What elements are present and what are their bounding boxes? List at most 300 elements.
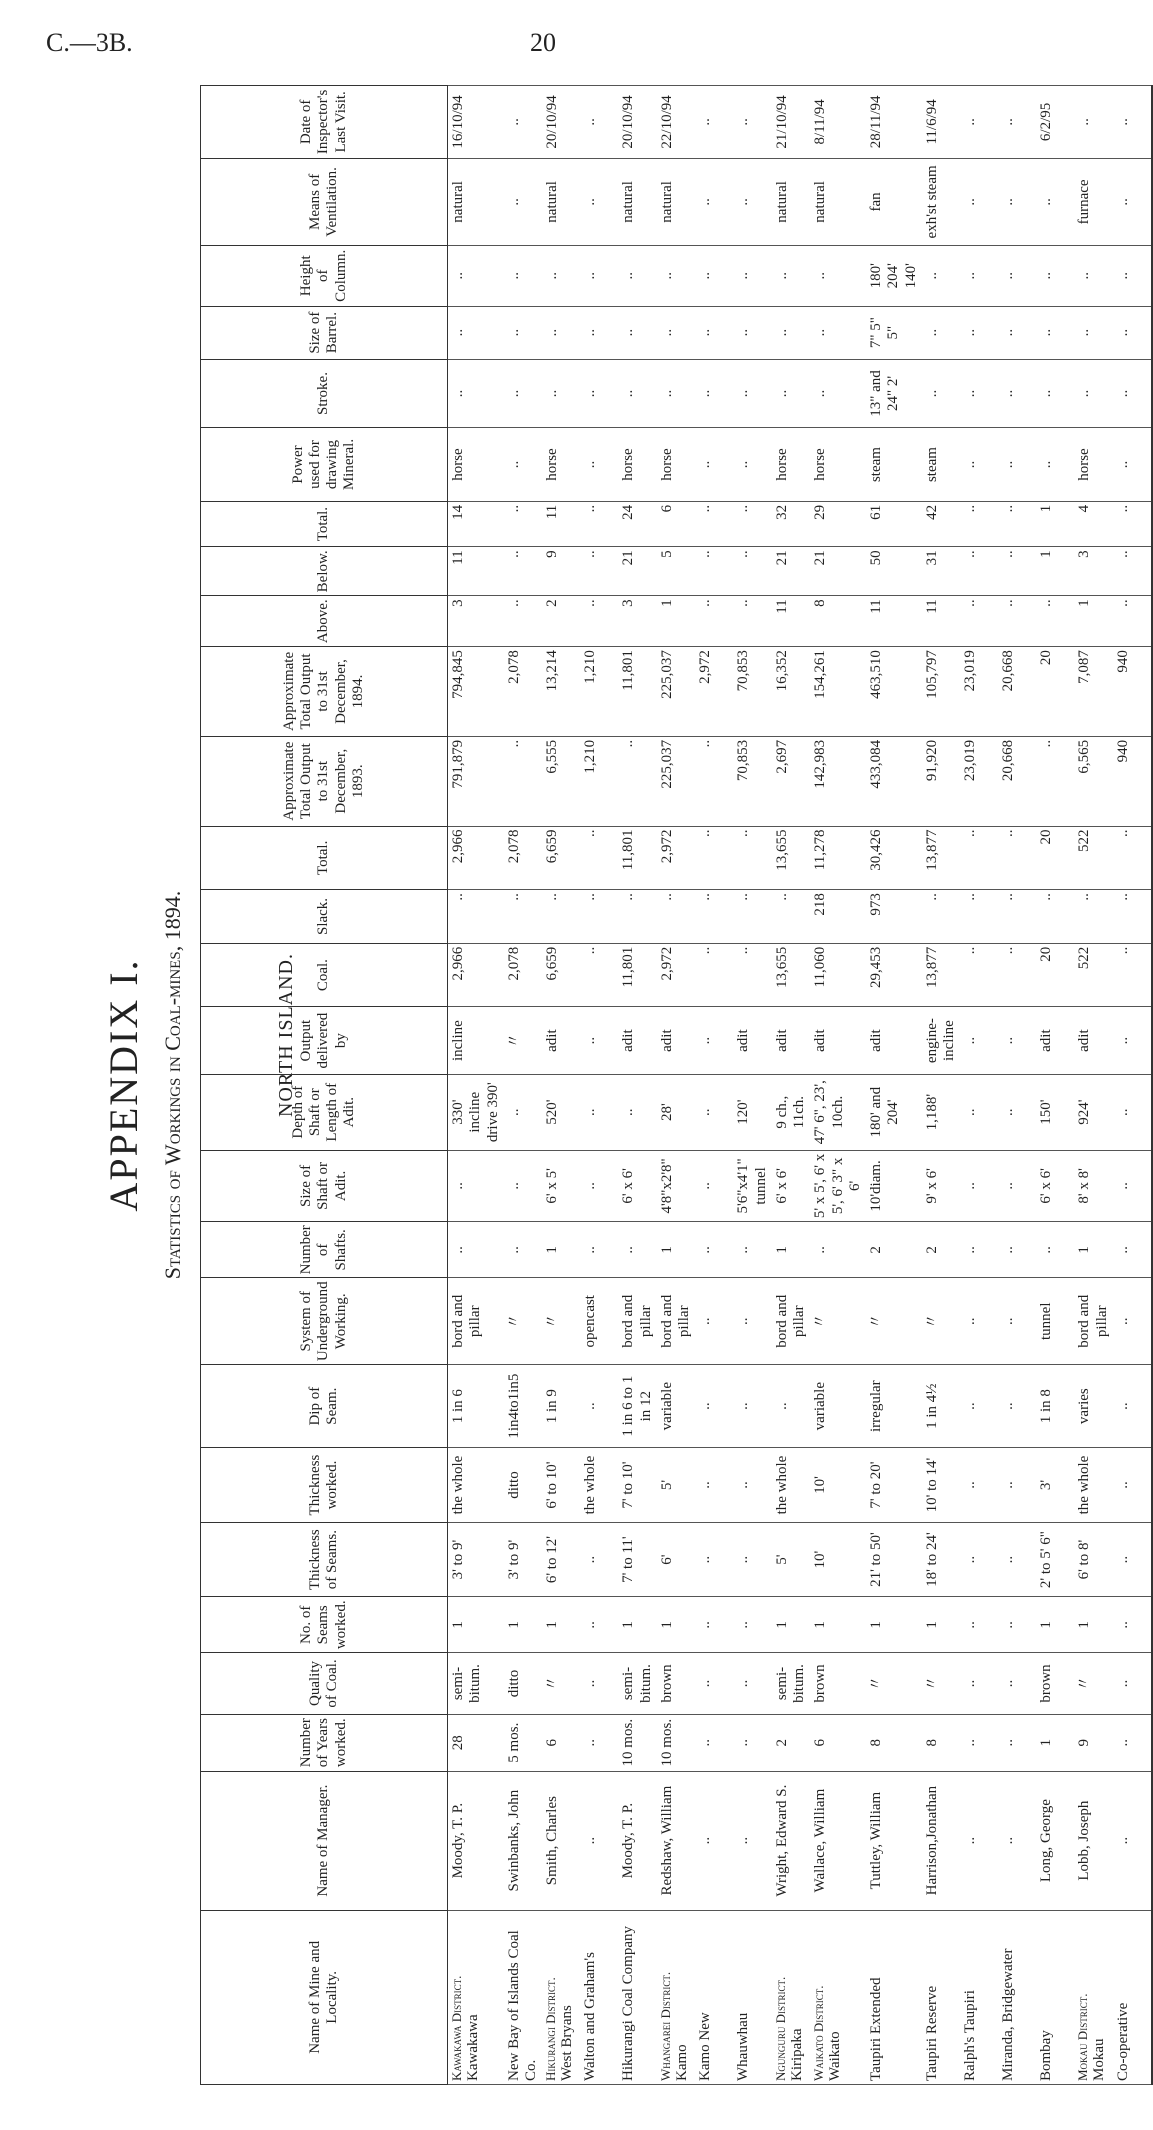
table-cell: 13,655 — [772, 943, 811, 1007]
table-cell: .. — [695, 428, 733, 502]
mine-name: Walton and Graham's — [582, 1952, 599, 2081]
table-cell: 1,210 — [580, 736, 618, 826]
table-cell: .. — [580, 1771, 618, 1910]
column-header: Approximate Total Output to 31st December, 1894. — [201, 647, 448, 737]
table-cell: semi-bitum. — [448, 1653, 504, 1715]
table-cell: 6' x 6' — [772, 1150, 811, 1222]
table-cell: adit — [657, 1007, 696, 1074]
table-cell: .. — [695, 826, 733, 890]
table-cell: 28/11/94 — [866, 86, 922, 159]
table-cell: 2,972 — [657, 943, 696, 1007]
table-cell: .. — [772, 246, 811, 307]
mine-name-cell — [580, 1910, 618, 2084]
table-cell: .. — [998, 306, 1036, 359]
column-header: No. of Seams worked. — [201, 1597, 448, 1653]
table-cell: incline — [448, 1007, 504, 1074]
table-cell: engine-incline — [922, 1007, 961, 1074]
table-cell: 〃 — [866, 1278, 922, 1365]
table-cell: 924' — [1074, 1074, 1113, 1150]
table-cell: 20 — [1036, 826, 1074, 890]
mine-name: Bombay — [1038, 2030, 1055, 2081]
table-cell: 2' to 5' 6" — [1036, 1522, 1074, 1597]
table-cell: 21 — [618, 547, 657, 596]
column-header: Above. — [201, 596, 448, 647]
mine-name: West Bryans — [559, 2005, 576, 2081]
mine-name: Miranda, Bridgewater — [1000, 1948, 1017, 2081]
table-cell: .. — [998, 246, 1036, 307]
table-cell: 3 — [618, 596, 657, 647]
table-cell: .. — [733, 501, 772, 547]
table-cell: .. — [695, 1007, 733, 1074]
table-cell: 2 — [772, 1714, 811, 1771]
table-cell: .. — [580, 826, 618, 890]
table-cell: .. — [618, 1222, 657, 1278]
table-cell: .. — [695, 306, 733, 359]
table-cell: 〃 — [542, 1653, 580, 1715]
table-cell: horse — [810, 428, 866, 502]
table-cell: .. — [695, 1771, 733, 1910]
table-cell: exh'st steam — [922, 158, 961, 245]
table-cell: .. — [1113, 501, 1152, 547]
table-cell: .. — [580, 890, 618, 944]
table-cell: 13,877 — [922, 943, 961, 1007]
table-cell: 7' to 20' — [866, 1448, 922, 1523]
table-cell: .. — [960, 1278, 998, 1365]
column-header: Date of Inspector's Last Visit. — [201, 86, 448, 159]
table-cell: .. — [960, 359, 998, 427]
table-cell: .. — [998, 86, 1036, 159]
mine-name-cell — [448, 1910, 504, 2084]
section-heading: NORTH ISLAND. — [275, 953, 297, 1118]
table-cell: 〃 — [542, 1278, 580, 1365]
district-label: Ngunguru District. — [772, 1976, 788, 2081]
table-cell: horse — [542, 428, 580, 502]
column-header: Size of Shaft or Adit. — [201, 1150, 448, 1222]
table-cell: .. — [998, 1771, 1036, 1910]
mine-name-cell — [998, 1910, 1036, 2084]
table-cell: 8/11/94 — [810, 86, 866, 159]
mine-name-cell — [866, 1910, 922, 2084]
table-cell: .. — [695, 1074, 733, 1150]
table-cell: variable — [657, 1365, 696, 1448]
table-cell: .. — [733, 943, 772, 1007]
table-cell: 940 — [1113, 736, 1152, 826]
table-cell: .. — [580, 943, 618, 1007]
table-cell: .. — [1074, 246, 1113, 307]
table-cell: 5' — [657, 1448, 696, 1523]
table-cell: .. — [960, 158, 998, 245]
table-cell: 1 — [657, 1597, 696, 1653]
column-header: Total. — [201, 501, 448, 547]
table-cell: 20 — [1036, 943, 1074, 1007]
table-cell: 522 — [1074, 943, 1113, 1007]
table-cell: .. — [542, 359, 580, 427]
table-cell: bord and pillar — [618, 1278, 657, 1365]
table-cell: brown — [810, 1653, 866, 1715]
table-cell: brown — [1036, 1653, 1074, 1715]
table-cell: 6' to 12' — [542, 1522, 580, 1597]
table-cell: 6' to 10' — [542, 1448, 580, 1523]
table-cell: .. — [1036, 890, 1074, 944]
column-header: Quality of Coal. — [201, 1653, 448, 1715]
mine-name-cell — [960, 1910, 998, 2084]
table-cell: .. — [695, 1365, 733, 1448]
table-cell: .. — [733, 826, 772, 890]
mine-name: Whauwhau — [735, 2012, 752, 2081]
table-cell: 791,879 — [448, 736, 504, 826]
page-code: C.—3B. — [46, 28, 133, 57]
table-cell: 23,019 — [960, 647, 998, 737]
table-cell: .. — [504, 890, 543, 944]
table-cell: .. — [960, 246, 998, 307]
table-cell: .. — [1113, 1771, 1152, 1910]
table-cell: 1 in 9 — [542, 1365, 580, 1448]
table-cell: 973 — [866, 890, 922, 944]
table-cell: .. — [657, 359, 696, 427]
table-cell: .. — [1036, 246, 1074, 307]
table-cell: 20,668 — [998, 736, 1036, 826]
table-cell: .. — [733, 547, 772, 596]
table-cell: 7,087 — [1074, 647, 1113, 737]
column-header: Dip of Seam. — [201, 1365, 448, 1448]
table-cell: 11 — [866, 596, 922, 647]
table-cell: 42 — [922, 501, 961, 547]
table-cell: .. — [448, 890, 504, 944]
table-cell: 1 — [1036, 1597, 1074, 1653]
table-cell: 2 — [866, 1222, 922, 1278]
table-row — [998, 86, 1036, 2085]
table-row — [772, 86, 811, 2085]
table-cell: .. — [922, 306, 961, 359]
table-cell: .. — [960, 1448, 998, 1523]
table-cell: 20/10/94 — [618, 86, 657, 159]
table-cell: .. — [960, 501, 998, 547]
table-cell: ditto — [504, 1448, 543, 1523]
table-cell: 1 — [618, 1597, 657, 1653]
table-cell: adit — [618, 1007, 657, 1074]
table-cell: .. — [448, 1222, 504, 1278]
table-cell: the whole — [448, 1448, 504, 1523]
table-cell: .. — [1036, 428, 1074, 502]
table-cell: Swinbanks, John — [504, 1771, 543, 1910]
table-cell: 7" 5" 5" — [866, 306, 922, 359]
table-cell: 433,084 — [866, 736, 922, 826]
table-cell: .. — [1113, 359, 1152, 427]
table-cell: 70,853 — [733, 647, 772, 737]
table-row — [657, 86, 696, 2085]
table-cell: .. — [618, 736, 657, 826]
table-cell: .. — [695, 943, 733, 1007]
table-cell: .. — [1113, 1278, 1152, 1365]
table-cell: 29,453 — [866, 943, 922, 1007]
table-cell: .. — [1074, 86, 1113, 159]
table-cell: .. — [580, 1222, 618, 1278]
table-cell: .. — [960, 428, 998, 502]
table-cell: .. — [580, 1365, 618, 1448]
column-header: Height of Column. — [201, 246, 448, 307]
table-cell: .. — [772, 1365, 811, 1448]
appendix-title: APPENDIX I. — [101, 958, 146, 1212]
coal-mines-table — [200, 85, 1153, 2085]
table-cell: .. — [542, 246, 580, 307]
table-cell: 7' to 11' — [618, 1522, 657, 1597]
table-cell: natural — [542, 158, 580, 245]
column-header: Name of Manager. — [201, 1771, 448, 1910]
table-cell: .. — [1113, 1597, 1152, 1653]
table-cell: 29 — [810, 501, 866, 547]
table-cell: 16/10/94 — [448, 86, 504, 159]
table-cell: adit — [733, 1007, 772, 1074]
table-cell: .. — [1113, 246, 1152, 307]
table-cell: .. — [504, 1150, 543, 1222]
mine-name-cell — [1074, 1910, 1113, 2084]
table-cell: .. — [695, 359, 733, 427]
mine-name-cell — [922, 1910, 961, 2084]
table-cell: 11 — [772, 596, 811, 647]
table-cell: .. — [448, 359, 504, 427]
table-cell: .. — [695, 158, 733, 245]
table-cell: 8 — [810, 596, 866, 647]
table-cell: 11,801 — [618, 826, 657, 890]
table-cell: 218 — [810, 890, 866, 944]
table-cell: Long, George — [1036, 1771, 1074, 1910]
table-cell: the whole — [1074, 1448, 1113, 1523]
mine-name-cell — [1036, 1910, 1074, 2084]
table-cell: .. — [733, 1653, 772, 1715]
table-cell: 2,966 — [448, 943, 504, 1007]
table-cell: .. — [580, 359, 618, 427]
table-cell: 1 — [1074, 596, 1113, 647]
table-cell: .. — [580, 428, 618, 502]
mine-name-cell — [504, 1910, 543, 2084]
table-cell: 1 — [1036, 501, 1074, 547]
district-label: Waikato District. — [811, 1985, 827, 2081]
table-cell: 1 — [810, 1597, 866, 1653]
table-cell: 6' to 8' — [1074, 1522, 1113, 1597]
table-cell: natural — [657, 158, 696, 245]
table-cell: 8 — [866, 1714, 922, 1771]
table-cell: .. — [998, 1222, 1036, 1278]
column-header: Number of Years worked. — [201, 1714, 448, 1771]
table-cell: 〃 — [866, 1653, 922, 1715]
table-cell: .. — [695, 596, 733, 647]
table-cell: .. — [998, 1522, 1036, 1597]
table-cell: 8 — [922, 1714, 961, 1771]
table-cell: .. — [810, 359, 866, 427]
table-cell: .. — [580, 1714, 618, 1771]
table-cell: .. — [998, 158, 1036, 245]
table-cell: 47' 6", 23', 10ch. — [810, 1074, 866, 1150]
table-cell: .. — [998, 547, 1036, 596]
table-cell: .. — [580, 158, 618, 245]
table-cell: .. — [960, 890, 998, 944]
table-cell: .. — [960, 1365, 998, 1448]
table-cell: .. — [960, 1597, 998, 1653]
table-cell: .. — [960, 306, 998, 359]
table-cell: 3' to 9' — [504, 1522, 543, 1597]
table-cell: .. — [733, 359, 772, 427]
table-cell: 70,853 — [733, 736, 772, 826]
table-cell: .. — [695, 1653, 733, 1715]
table-cell: .. — [772, 359, 811, 427]
table-cell: adit — [1036, 1007, 1074, 1074]
rotated-content — [100, 85, 1131, 2085]
table-cell: 180' 204' 140' — [866, 246, 922, 307]
table-cell: .. — [733, 1597, 772, 1653]
table-cell: .. — [1113, 1653, 1152, 1715]
table-cell: .. — [504, 501, 543, 547]
table-cell: .. — [504, 306, 543, 359]
mine-name-cell — [772, 1910, 811, 2084]
table-cell: 2,966 — [448, 826, 504, 890]
table-cell: 32 — [772, 501, 811, 547]
table-cell: .. — [504, 359, 543, 427]
table-cell: 13,655 — [772, 826, 811, 890]
column-header: Output delivered by — [201, 1007, 448, 1074]
table-cell: .. — [695, 1448, 733, 1523]
table-cell: 2,697 — [772, 736, 811, 826]
table-cell: Redshaw, William — [657, 1771, 696, 1910]
table-cell: .. — [504, 246, 543, 307]
table-cell: natural — [618, 158, 657, 245]
table-cell: 8' x 8' — [1074, 1150, 1113, 1222]
table-cell: .. — [772, 306, 811, 359]
table-cell: .. — [960, 1714, 998, 1771]
table-cell: 21/10/94 — [772, 86, 811, 159]
table-cell: 1 in 4½ — [922, 1365, 961, 1448]
table-cell: .. — [695, 246, 733, 307]
table-cell: .. — [448, 306, 504, 359]
table-cell: 225,037 — [657, 647, 696, 737]
table-cell: .. — [657, 306, 696, 359]
table-cell: adit — [1074, 1007, 1113, 1074]
table-cell: 1,210 — [580, 647, 618, 737]
mine-name-cell — [657, 1910, 696, 2084]
table-cell: .. — [1113, 1522, 1152, 1597]
table-cell: Tuttley, William — [866, 1771, 922, 1910]
table-cell: 16,352 — [772, 647, 811, 737]
table-cell: 11 — [542, 501, 580, 547]
table-cell: 11,278 — [810, 826, 866, 890]
column-header: Means of Ventilation. — [201, 158, 448, 245]
table-cell: 13,214 — [542, 647, 580, 737]
table-cell: 21 — [772, 547, 811, 596]
table-cell: .. — [542, 890, 580, 944]
table-cell: .. — [1036, 306, 1074, 359]
table-cell: .. — [998, 596, 1036, 647]
table-row — [542, 86, 580, 2085]
column-header: Size of Barrel. — [201, 306, 448, 359]
table-cell: 1 — [1074, 1222, 1113, 1278]
table-cell: 30,426 — [866, 826, 922, 890]
table-cell: 5 — [657, 547, 696, 596]
table-cell: horse — [657, 428, 696, 502]
table-cell: 1,188' — [922, 1074, 961, 1150]
mine-name: Waikato — [827, 2031, 844, 2081]
table-cell: 14 — [448, 501, 504, 547]
table-cell: .. — [960, 826, 998, 890]
table-cell: 21' to 50' — [866, 1522, 922, 1597]
mine-name: Kamo New — [697, 2012, 714, 2081]
table-title: Statistics of Workings in Coal-mines, 1894. — [160, 890, 185, 1280]
table-cell: .. — [580, 1150, 618, 1222]
table-cell: 10' — [810, 1448, 866, 1523]
table-cell: .. — [960, 1150, 998, 1222]
table-cell: 6' x 6' — [618, 1150, 657, 1222]
table-cell: .. — [1113, 1150, 1152, 1222]
table-cell: .. — [448, 246, 504, 307]
mine-name: Co-operative — [1114, 2002, 1131, 2081]
table-cell: 1 in 6 to 1 in 12 — [618, 1365, 657, 1448]
table-row — [810, 86, 866, 2085]
table-cell: 61 — [866, 501, 922, 547]
table-cell: .. — [998, 501, 1036, 547]
table-cell: bord and pillar — [657, 1278, 696, 1365]
table-cell: 3 — [448, 596, 504, 647]
table-cell: fan — [866, 158, 922, 245]
mine-name: Kawakawa — [464, 2014, 481, 2081]
table-cell: 〃 — [504, 1007, 543, 1074]
table-cell: 1 — [1036, 1714, 1074, 1771]
table-cell: .. — [733, 86, 772, 159]
table-cell: 10'diam. — [866, 1150, 922, 1222]
table-cell: 1 — [657, 596, 696, 647]
mine-name: Kamo — [673, 2044, 690, 2081]
table-cell: .. — [580, 1522, 618, 1597]
table-cell: Harrison,Jonathan — [922, 1771, 961, 1910]
table-cell: .. — [657, 890, 696, 944]
mine-name-cell — [618, 1910, 657, 2084]
table-cell: 522 — [1074, 826, 1113, 890]
table-cell: .. — [695, 1278, 733, 1365]
table-cell: .. — [695, 501, 733, 547]
table-cell: .. — [960, 547, 998, 596]
table-cell: 1 — [448, 1597, 504, 1653]
table-cell: .. — [1113, 1222, 1152, 1278]
column-header: System of Underground Working. — [201, 1278, 448, 1365]
table-cell: .. — [580, 306, 618, 359]
table-cell: .. — [998, 890, 1036, 944]
table-cell: adit — [772, 1007, 811, 1074]
table-cell: Moody, T. P. — [618, 1771, 657, 1910]
table-row — [448, 86, 504, 2085]
table-cell: .. — [960, 1222, 998, 1278]
table-cell: .. — [1074, 359, 1113, 427]
column-header: Stroke. — [201, 359, 448, 427]
table-cell: 13,877 — [922, 826, 961, 890]
table-cell: 2,078 — [504, 647, 543, 737]
table-cell: 6' — [657, 1522, 696, 1597]
table-cell: bord and pillar — [772, 1278, 811, 1365]
table-cell: 330' incline drive 390' — [448, 1074, 504, 1150]
rotated-page — [100, 85, 1131, 2085]
table-cell: .. — [998, 1714, 1036, 1771]
table-cell: 4'8"x2'8" — [657, 1150, 696, 1222]
table-cell: 6 — [810, 1714, 866, 1771]
table-cell: adit — [810, 1007, 866, 1074]
table-cell: .. — [580, 1007, 618, 1074]
table-cell: steam — [922, 428, 961, 502]
mine-name: Taupiri Reserve — [923, 1985, 940, 2081]
table-cell: .. — [580, 501, 618, 547]
mine-name-cell — [810, 1910, 866, 2084]
table-cell: .. — [960, 1653, 998, 1715]
table-cell: 〃 — [922, 1278, 961, 1365]
table-cell: 1 — [504, 1597, 543, 1653]
table-cell: 1 in 6 — [448, 1365, 504, 1448]
table-cell: 10' — [810, 1522, 866, 1597]
table-cell: natural — [772, 158, 811, 245]
